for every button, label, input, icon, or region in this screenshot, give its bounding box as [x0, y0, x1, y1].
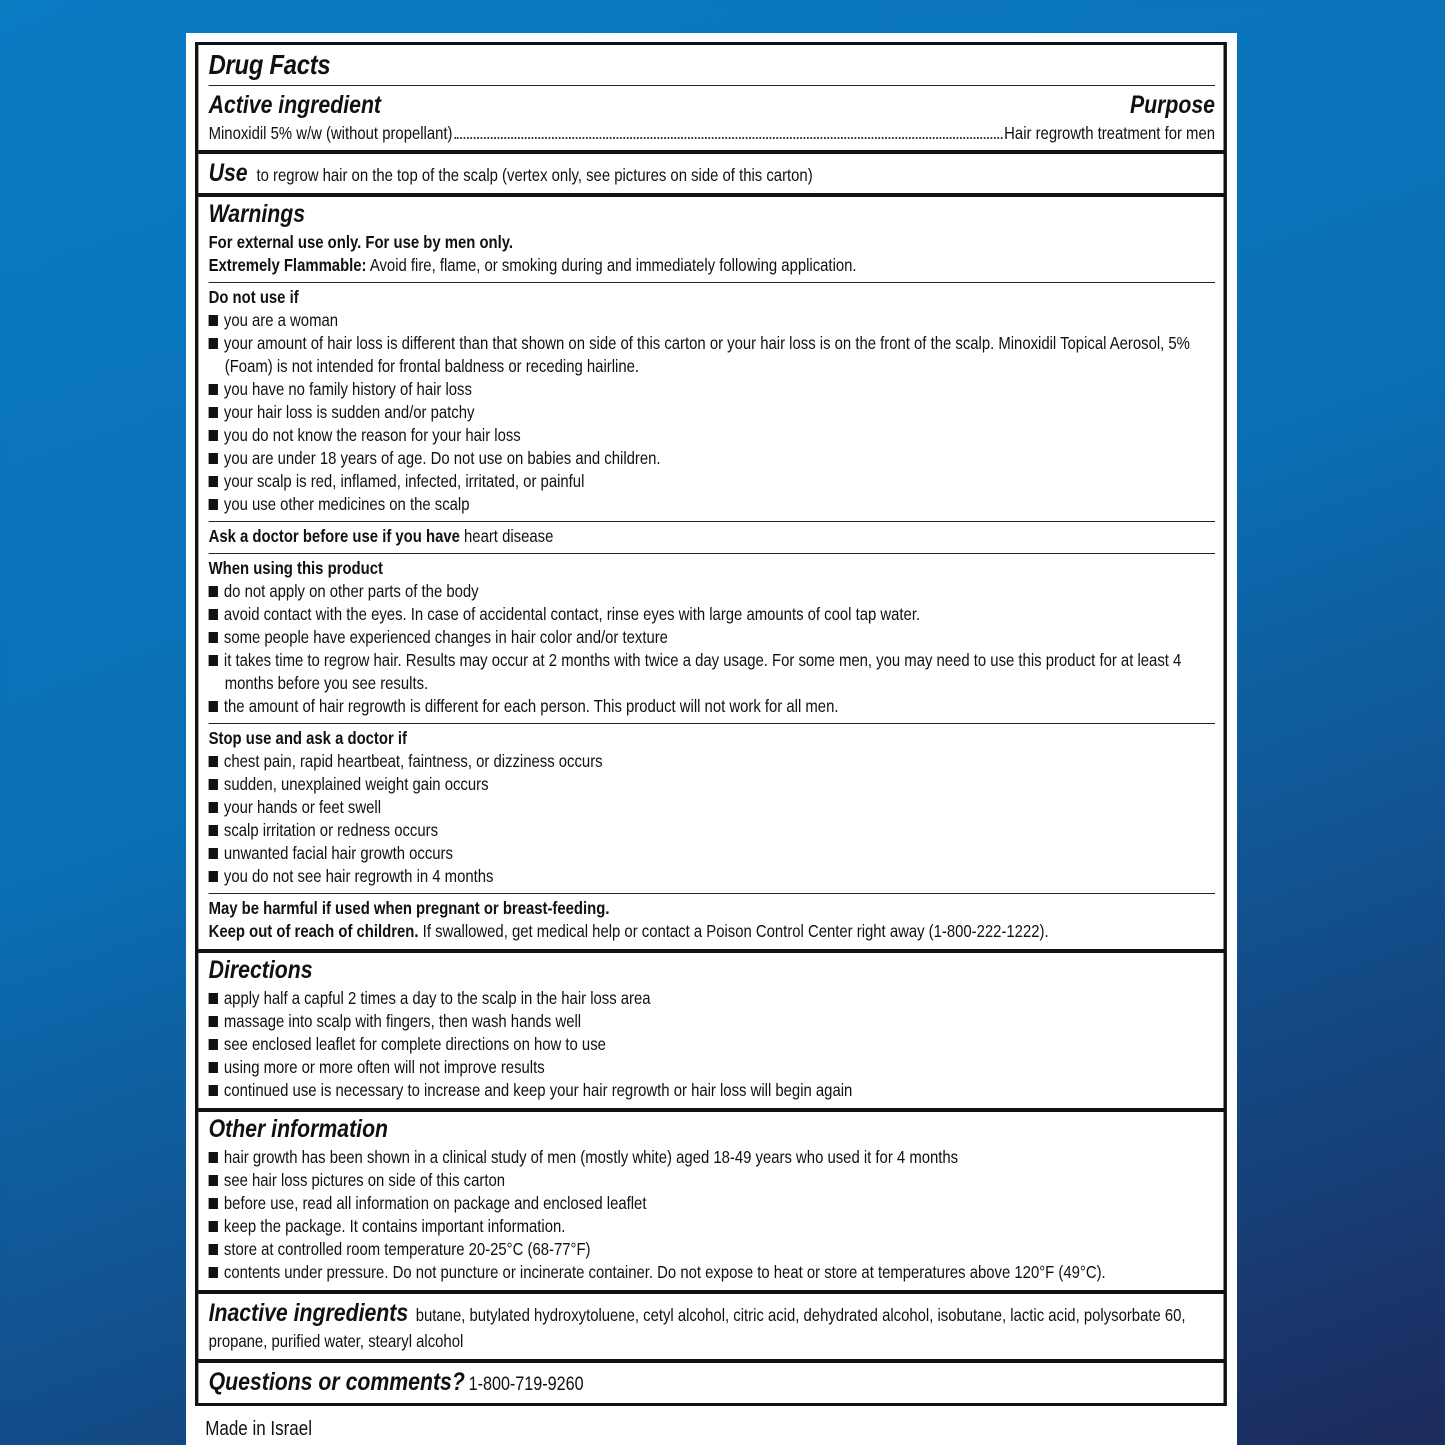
warnings-heading: Warnings: [208, 200, 306, 228]
bullet-square-icon: [209, 609, 218, 620]
list-item: [209, 1010, 1215, 1033]
list-item-text: store at controlled room temperature 20-25°C (68-77°F): [223, 1239, 591, 1259]
list-item-text: keep the package. It contains important information.: [223, 1216, 566, 1236]
when-using-heading: When using this product: [208, 558, 383, 578]
list-item-text: your amount of hair loss is different than that shown on side of this carton or your hair loss is on the front of the scalp. Minoxidil Topical Aerosol, 5% (Foam) is not intended for frontal baldness or receding hairline.: [223, 333, 1190, 376]
list-item: [209, 842, 1215, 865]
bullet-square-icon: [209, 848, 218, 859]
list-item: [209, 1169, 1215, 1192]
list-item-text: the amount of hair regrowth is different for each person. This product will not work for all men.: [223, 696, 839, 716]
bullet-square-icon: [209, 632, 218, 643]
when-using-list: [209, 580, 1215, 718]
active-ingredient-section: [198, 45, 1223, 150]
list-item: [209, 773, 1215, 796]
bullet-square-icon: [209, 701, 218, 712]
list-item-text: you do not know the reason for your hair loss: [223, 425, 521, 445]
list-item-text: see enclosed leaflet for complete directions on how to use: [223, 1034, 606, 1054]
pregnancy-warning: May be harmful if used when pregnant or breast-feeding.: [208, 898, 610, 918]
list-item: [209, 603, 1215, 626]
drug-facts-box: [195, 42, 1227, 1406]
list-item: [209, 1146, 1215, 1169]
list-item: [209, 424, 1215, 447]
list-item: [209, 649, 1215, 695]
do-not-use-heading: Do not use if: [208, 287, 299, 307]
bullet-square-icon: [209, 1016, 218, 1027]
stop-use-list: [209, 750, 1215, 888]
list-item-text: chest pain, rapid heartbeat, faintness, or dizziness occurs: [223, 751, 603, 771]
drug-facts-panel: [186, 33, 1237, 1445]
bullet-square-icon: [209, 476, 218, 487]
inactive-ingredients-section: [198, 1290, 1223, 1359]
list-item: [209, 447, 1215, 470]
list-item-text: sudden, unexplained weight gain occurs: [223, 774, 489, 794]
bullet-square-icon: [209, 430, 218, 441]
list-item-text: you are under 18 years of age. Do not use on babies and children.: [223, 448, 661, 468]
warnings-section: [198, 193, 1223, 949]
bullet-square-icon: [209, 779, 218, 790]
list-item: [209, 1261, 1215, 1284]
bullet-square-icon: [209, 993, 218, 1004]
bullet-square-icon: [209, 1039, 218, 1050]
list-item: [209, 987, 1215, 1010]
ask-doctor-label: Ask a doctor before use if you have: [208, 526, 460, 546]
external-use-warning: For external use only. For use by men only.: [208, 232, 514, 252]
other-information-list: [209, 1146, 1215, 1284]
bullet-square-icon: [209, 1221, 218, 1232]
list-item-text: you have no family history of hair loss: [223, 379, 472, 399]
bullet-square-icon: [209, 315, 218, 326]
directions-heading: Directions: [208, 956, 313, 984]
list-item-text: see hair loss pictures on side of this carton: [223, 1170, 506, 1190]
bullet-square-icon: [209, 338, 218, 349]
list-item-text: your hands or feet swell: [223, 797, 382, 817]
bullet-square-icon: [209, 499, 218, 510]
bullet-square-icon: [209, 825, 218, 836]
drug-facts-title: Drug Facts: [208, 49, 331, 80]
list-item-text: it takes time to regrow hair. Results may occur at 2 months with twice a day usage. For some men, you may need to use this product for at least 4 months before you see results.: [223, 650, 1182, 693]
list-item-text: you do not see hair regrowth in 4 months: [223, 866, 494, 886]
other-information-heading: Other information: [208, 1115, 389, 1143]
bullet-square-icon: [209, 407, 218, 418]
dot-leader: [454, 137, 1002, 139]
bullet-square-icon: [209, 1062, 218, 1073]
use-heading: Use: [208, 159, 248, 187]
bullet-square-icon: [209, 802, 218, 813]
list-item-text: contents under pressure. Do not puncture or incinerate container. Do not expose to heat or store at temperatures above 120°F (49°C).: [223, 1262, 1106, 1282]
list-item: [209, 796, 1215, 819]
bullet-square-icon: [209, 1267, 218, 1278]
other-information-section: [198, 1108, 1223, 1290]
list-item-text: you are a woman: [223, 310, 339, 330]
ingredient-purpose: Hair regrowth treatment for men: [1004, 123, 1215, 143]
list-item: [209, 1033, 1215, 1056]
list-item: [209, 1192, 1215, 1215]
list-item: [209, 401, 1215, 424]
questions-section: [198, 1359, 1223, 1403]
use-text: to regrow hair on the top of the scalp (vertex only, see pictures on side of this carton): [256, 165, 813, 185]
list-item: [209, 1215, 1215, 1238]
list-item-text: massage into scalp with fingers, then wash hands well: [223, 1011, 582, 1031]
list-item: [209, 309, 1215, 332]
list-item: [209, 626, 1215, 649]
do-not-use-list: [209, 309, 1215, 516]
flammable-label: Extremely Flammable:: [208, 255, 367, 275]
list-item-text: using more or more often will not improve results: [223, 1057, 545, 1077]
ask-doctor-text: heart disease: [464, 526, 554, 546]
bullet-square-icon: [209, 756, 218, 767]
list-item: [209, 1079, 1215, 1102]
bullet-square-icon: [209, 1244, 218, 1255]
list-item-text: some people have experienced changes in hair color and/or texture: [223, 627, 668, 647]
list-item: [209, 750, 1215, 773]
list-item: [209, 378, 1215, 401]
list-item: [209, 580, 1215, 603]
bullet-square-icon: [209, 453, 218, 464]
bullet-square-icon: [209, 655, 218, 666]
made-in-label: Made in Israel: [205, 1418, 312, 1440]
directions-list: [209, 987, 1215, 1102]
list-item-text: your hair loss is sudden and/or patchy: [223, 402, 475, 422]
list-item: [209, 332, 1215, 378]
list-item-text: you use other medicines on the scalp: [223, 494, 470, 514]
keep-out-label: Keep out of reach of children.: [208, 921, 419, 941]
list-item-text: before use, read all information on package and enclosed leaflet: [223, 1193, 647, 1213]
bullet-square-icon: [209, 871, 218, 882]
purpose-heading: Purpose: [1129, 91, 1215, 119]
list-item-text: your scalp is red, inflamed, infected, irritated, or painful: [223, 471, 585, 491]
active-ingredient-heading: Active ingredient: [208, 91, 382, 119]
list-item: [209, 695, 1215, 718]
list-item: [209, 819, 1215, 842]
flammable-text: Avoid fire, flame, or smoking during and immediately following application.: [369, 255, 857, 275]
list-item-text: apply half a capful 2 times a day to the scalp in the hair loss area: [223, 988, 651, 1008]
bullet-square-icon: [209, 586, 218, 597]
bullet-square-icon: [209, 1152, 218, 1163]
bullet-square-icon: [209, 1175, 218, 1186]
list-item-text: hair growth has been shown in a clinical study of men (mostly white) aged 18-49 years who used it for 4 months: [223, 1147, 959, 1167]
ingredient-row: [209, 122, 1215, 145]
keep-out-text: If swallowed, get medical help or contact a Poison Control Center right away (1-800-222-1222).: [422, 921, 1049, 941]
list-item: [209, 470, 1215, 493]
stop-use-heading: Stop use and ask a doctor if: [208, 728, 407, 748]
bullet-square-icon: [209, 384, 218, 395]
use-section: [198, 150, 1223, 193]
bullet-square-icon: [209, 1198, 218, 1209]
list-item-text: do not apply on other parts of the body: [223, 581, 479, 601]
questions-phone: 1-800-719-9260: [468, 1374, 584, 1395]
ingredient-name: Minoxidil 5% w/w (without propellant): [208, 123, 453, 143]
list-item-text: continued use is necessary to increase and keep your hair regrowth or hair loss will begin again: [223, 1080, 853, 1100]
directions-section: [198, 949, 1223, 1108]
list-item-text: avoid contact with the eyes. In case of accidental contact, rinse eyes with large amounts of cool tap water.: [223, 604, 921, 624]
questions-heading: Questions or comments?: [208, 1368, 465, 1396]
list-item: [209, 493, 1215, 516]
list-item-text: unwanted facial hair growth occurs: [223, 843, 453, 863]
list-item: [209, 865, 1215, 888]
list-item-text: scalp irritation or redness occurs: [223, 820, 439, 840]
bullet-square-icon: [209, 1085, 218, 1096]
inactive-ingredients-heading: Inactive ingredients: [208, 1299, 409, 1327]
list-item: [209, 1238, 1215, 1261]
inactive-ingredients-text: butane, butylated hydroxytoluene, cetyl alcohol, citric acid, dehydrated alcohol, isobutane, lactic acid, polysorbate 60, propane, purified water, stearyl alcohol: [208, 1305, 1186, 1351]
list-item: [209, 1056, 1215, 1079]
